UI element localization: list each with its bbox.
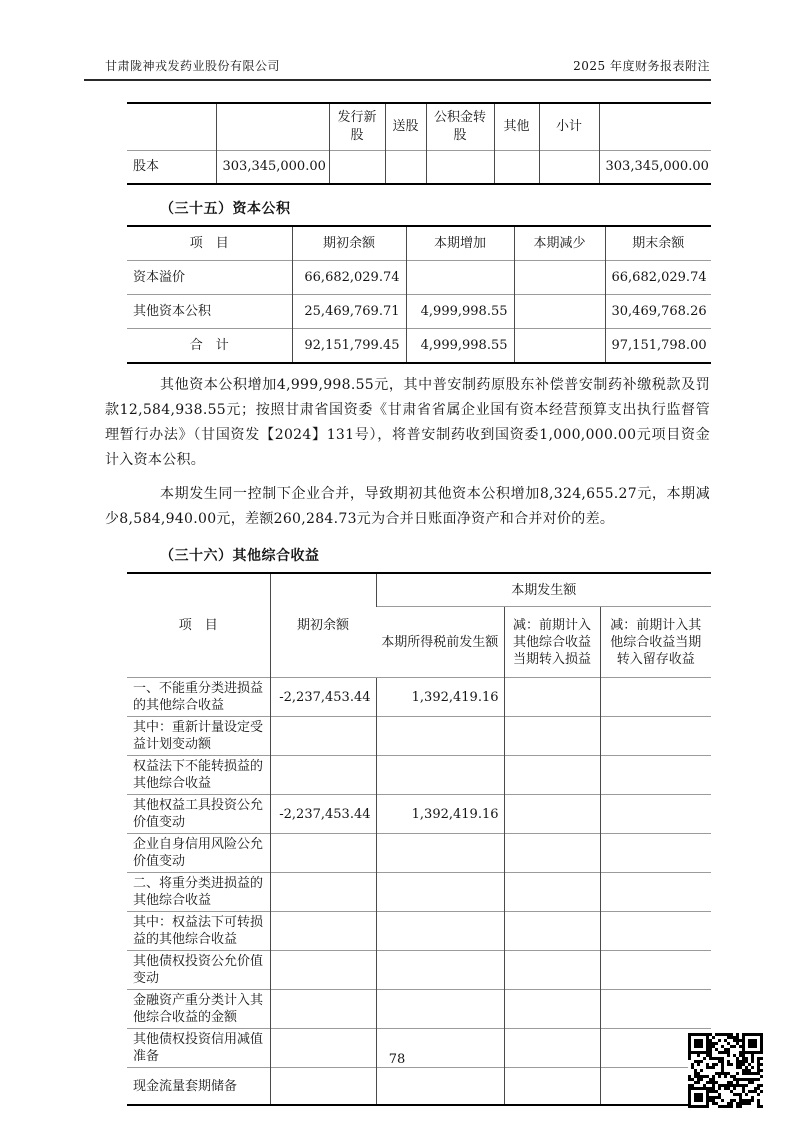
cell-item: 其他权益工具投资公允价值变动 [127, 795, 270, 834]
cell-item: 其他债权投资公允价值变动 [127, 951, 270, 990]
cell-opening [270, 951, 376, 990]
cell-pretax [376, 834, 504, 873]
page-header [84, 0, 711, 81]
cell-increase [406, 261, 514, 295]
col-subtotal: 小计 [539, 103, 599, 151]
cell-item: 股本 [127, 151, 216, 185]
cell-item: 其中：权益法下可转损益的其他综合收益 [127, 912, 270, 951]
table-row [127, 295, 711, 329]
cell-item: 一、不能重分类进损益的其他综合收益 [127, 678, 270, 717]
page-content [84, 0, 711, 1106]
cell-opening [270, 912, 376, 951]
cell-item: 其他资本公积 [127, 295, 292, 329]
table-row [127, 1068, 711, 1106]
cell-less-transfer-to-pl [504, 795, 600, 834]
cell-pretax [376, 756, 504, 795]
cell-less-transfer-to-pl [504, 834, 600, 873]
col-other: 其他 [494, 103, 539, 151]
col-closing [599, 103, 711, 151]
cell-pretax [376, 951, 504, 990]
table-row [127, 717, 711, 756]
table-header-group-row [127, 573, 711, 607]
col-opening [216, 103, 329, 151]
cell-opening: 66,682,029.74 [292, 261, 406, 295]
cell-opening [270, 717, 376, 756]
cell-less-transfer-to-retained [600, 990, 711, 1029]
cell-decrease [514, 329, 605, 364]
table-header-row [127, 226, 711, 261]
page-number: 78 [388, 1052, 406, 1067]
table-row [127, 678, 711, 717]
note-paragraph-1: 其他资本公积增加4,999,998.55元，其中普安制药原股东补偿普安制药补缴税款及罚款12,584,938.55元；按照甘肃省国资委《甘肃省省属企业国有资本经营预算支出执行监督管理暂行办法》（甘国资发【2024】131号），将普安制药收到国资委1,000,000.00元项目资金计入资本公积。 [105, 377, 710, 468]
section-35-heading: （三十五）资本公积 [160, 201, 291, 217]
col-increase: 本期增加 [406, 226, 514, 261]
table-row [127, 834, 711, 873]
table-row [127, 756, 711, 795]
cell-bonus-shares [385, 151, 426, 185]
company-name: 甘肃陇神戎发药业股份有限公司 [105, 59, 281, 73]
table-row-total [127, 329, 711, 364]
cell-less-transfer-to-pl [504, 717, 600, 756]
cell-increase: 4,999,998.55 [406, 295, 514, 329]
col-opening: 期初余额 [292, 226, 406, 261]
cell-less-transfer-to-retained [600, 756, 711, 795]
cell-decrease [514, 295, 605, 329]
cell-pretax [376, 873, 504, 912]
cell-closing: 66,682,029.74 [605, 261, 711, 295]
cell-reserve-to-shares [426, 151, 494, 185]
cell-opening [270, 756, 376, 795]
cell-pretax [376, 912, 504, 951]
table-header-row [127, 103, 711, 151]
other-comprehensive-income-table [127, 572, 711, 1106]
cell-less-transfer-to-retained [600, 951, 711, 990]
cell-less-transfer-to-pl [504, 912, 600, 951]
capital-reserve-table [127, 225, 711, 364]
cell-item: 权益法下不能转损益的其他综合收益 [127, 756, 270, 795]
col-less-transfer-to-retained: 减：前期计入其他综合收益当期转入留存收益 [600, 607, 711, 678]
cell-opening: 303,345,000.00 [216, 151, 329, 185]
col-current-period-group: 本期发生额 [376, 573, 711, 607]
note-paragraph-2: 本期发生同一控制下企业合并，导致期初其他资本公积增加8,324,655.27元，本期减少8,584,940.00元，差额260,284.73元为合并日账面净资产和合并对价的差。 [105, 486, 710, 527]
col-item: 项 目 [178, 618, 218, 633]
col-pretax: 本期所得税前发生额 [376, 607, 504, 678]
col-reserve-to-shares: 公积金转股 [426, 103, 494, 151]
cell-item: 合 计 [127, 329, 292, 364]
cell-increase: 4,999,998.55 [406, 329, 514, 364]
cell-item: 二、将重分类进损益的其他综合收益 [127, 873, 270, 912]
table-row [127, 912, 711, 951]
cell-item: 金融资产重分类计入其他综合收益的金额 [127, 990, 270, 1029]
cell-opening: -2,237,453.44 [270, 795, 376, 834]
cell-less-transfer-to-retained [600, 873, 711, 912]
col-bonus-shares: 送股 [385, 103, 426, 151]
table-row [127, 261, 711, 295]
table-row [127, 795, 711, 834]
col-closing: 期末余额 [605, 226, 711, 261]
cell-item: 企业自身信用风险公允价值变动 [127, 834, 270, 873]
cell-opening [270, 873, 376, 912]
col-decrease: 本期减少 [514, 226, 605, 261]
cell-opening [270, 990, 376, 1029]
cell-closing: 97,151,798.00 [605, 329, 711, 364]
cell-item: 现金流量套期储备 [127, 1068, 270, 1106]
cell-opening [270, 1068, 376, 1106]
cell-subtotal [539, 151, 599, 185]
cell-item: 其他债权投资信用减值准备 [127, 1029, 270, 1068]
col-item: 项 目 [189, 235, 229, 251]
cell-less-transfer-to-pl [504, 951, 600, 990]
cell-less-transfer-to-retained [600, 678, 711, 717]
col-opening: 期初余额 [270, 573, 376, 678]
cell-closing: 30,469,768.26 [605, 295, 711, 329]
cell-opening [270, 834, 376, 873]
share-capital-table [127, 102, 711, 185]
cell-opening: -2,237,453.44 [270, 678, 376, 717]
table-row [127, 873, 711, 912]
cell-opening: 92,151,799.45 [292, 329, 406, 364]
section-36-heading: （三十六）其他综合收益 [160, 548, 320, 564]
cell-less-transfer-to-pl [504, 678, 600, 717]
cell-pretax [376, 1068, 504, 1106]
cell-less-transfer-to-pl [504, 756, 600, 795]
cell-pretax [376, 717, 504, 756]
cell-less-transfer-to-pl [504, 1068, 600, 1106]
table-row [127, 951, 711, 990]
cell-pretax: 1,392,419.16 [376, 795, 504, 834]
cell-less-transfer-to-retained [600, 834, 711, 873]
cell-closing: 303,345,000.00 [599, 151, 711, 185]
cell-less-transfer-to-retained [600, 912, 711, 951]
cell-less-transfer-to-pl [504, 873, 600, 912]
cell-pretax: 1,392,419.16 [376, 678, 504, 717]
table-row [127, 151, 711, 185]
cell-decrease [514, 261, 605, 295]
cell-pretax [376, 990, 504, 1029]
col-less-transfer-to-pl: 减：前期计入其他综合收益当期转入损益 [504, 607, 600, 678]
cell-issue-new-shares [329, 151, 385, 185]
cell-less-transfer-to-retained [600, 795, 711, 834]
cell-other [494, 151, 539, 185]
cell-less-transfer-to-retained [600, 717, 711, 756]
col-issue-new-shares: 发行新股 [329, 103, 385, 151]
cell-opening: 25,469,769.71 [292, 295, 406, 329]
report-title: 2025 年度财务报表附注 [573, 59, 710, 73]
cell-item: 其中：重新计量设定受益计划变动额 [127, 717, 270, 756]
table-row [127, 990, 711, 1029]
col-item [127, 103, 216, 151]
cell-less-transfer-to-pl [504, 990, 600, 1029]
cell-item: 资本溢价 [127, 261, 292, 295]
qr-code [688, 1033, 763, 1108]
